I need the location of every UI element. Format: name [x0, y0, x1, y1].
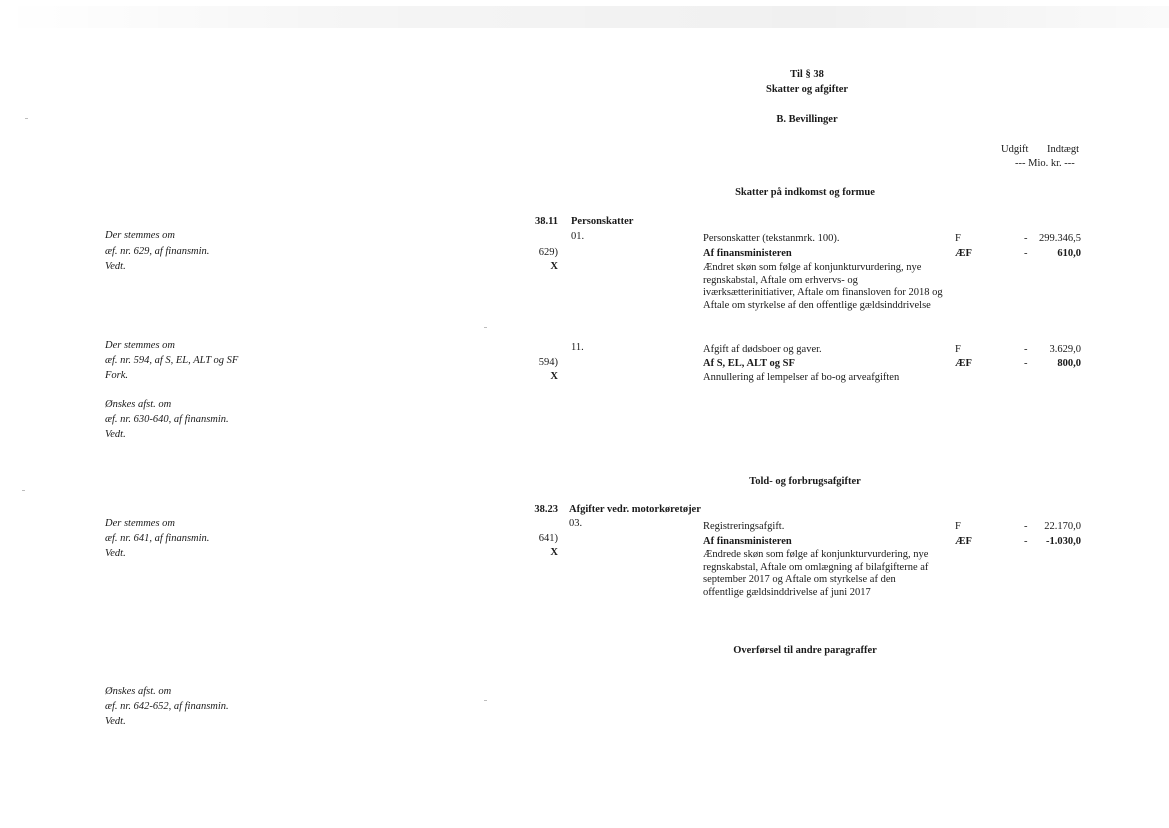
item-amount: 3.629,0 [1049, 344, 1081, 355]
item-dash: - [1024, 521, 1028, 532]
amendment-code: ÆF [955, 248, 972, 259]
section-number: Til § 38 [790, 69, 824, 80]
vote-note-line3: Vedt. [105, 716, 126, 727]
item-code: F [955, 521, 961, 532]
amendment-ref: 629) [538, 247, 558, 258]
vote-note-line2: æf. nr. 642-652, af finansmin. [105, 701, 229, 712]
amendment-proposer: Af finansministeren [703, 248, 792, 259]
heading-transfers: Overførsel til andre paragraffer [733, 645, 877, 656]
subaccount-number: 11. [571, 342, 584, 353]
amendment-description: Ændrede skøn som følge af konjunkturvurdering, nye regnskabstal, Aftale om omlægning af bilafgifterne af september 2017 og Aftale om styrkelse af den offentlige gældsinddrivelse af juni 2017 [703, 549, 929, 598]
amendment-amount: -1.030,0 [1046, 536, 1081, 547]
section-title: Skatter og afgifter [765, 84, 849, 95]
amendment-proposer: Af S, EL, ALT og SF [703, 358, 795, 369]
amendment-code: ÆF [955, 536, 972, 547]
scan-speck [25, 118, 28, 119]
vote-note-line3: Fork. [105, 370, 129, 381]
amendment-amount: 800,0 [1057, 358, 1081, 369]
vote-note-line1: Der stemmes om [105, 518, 175, 529]
item-title: Afgift af dødsboer og gaver. [703, 344, 822, 355]
vote-note-line2: æf. nr. 629, af finansmin. [105, 246, 210, 257]
vote-note-line3: Vedt. [105, 548, 126, 559]
column-header-expense: Udgift [1001, 144, 1029, 155]
item-amount: 22.170,0 [1044, 521, 1081, 532]
vote-note-line2: æf. nr. 641, af finansmin. [105, 533, 210, 544]
account-name: Afgifter vedr. motorkøretøjer [569, 504, 701, 515]
item-dash: - [1024, 233, 1028, 244]
vote-note-line3: Vedt. [105, 429, 126, 440]
amendment-dash: - [1024, 536, 1028, 547]
heading-income-tax: Skatter på indkomst og formue [735, 187, 875, 198]
account-name: Personskatter [571, 216, 634, 227]
item-title: Personskatter (tekstanmrk. 100). [703, 233, 840, 244]
scan-artifact [0, 6, 1169, 28]
vote-note-line1: Der stemmes om [105, 340, 175, 351]
amendment-proposer: Af finansministeren [703, 536, 792, 547]
vote-note-line2: æf. nr. 630-640, af finansmin. [105, 414, 229, 425]
section-subtitle: B. Bevillinger [776, 114, 838, 125]
item-code: F [955, 233, 961, 244]
vote-note-line3: Vedt. [105, 261, 126, 272]
item-dash: - [1024, 344, 1028, 355]
amendment-code: ÆF [955, 358, 972, 369]
scan-speck [484, 327, 487, 328]
amendment-ref: 594) [538, 357, 558, 368]
subaccount-number: 01. [571, 231, 585, 242]
amendment-mark: X [550, 261, 558, 272]
item-title: Registreringsafgift. [703, 521, 785, 532]
column-unit: --- Mio. kr. --- [1015, 158, 1075, 169]
scan-speck [22, 490, 25, 491]
item-amount: 299.346,5 [1039, 233, 1081, 244]
amendment-mark: X [550, 547, 558, 558]
amendment-dash: - [1024, 358, 1028, 369]
column-header-income: Indtægt [1047, 144, 1080, 155]
item-code: F [955, 344, 961, 355]
amendment-description: Annullering af lempelser af bo-og arveafgiften [703, 372, 900, 383]
amendment-description: Ændret skøn som følge af konjunkturvurdering, nye regnskabstal, Aftale om erhvervs- og iværksætterinitiativer, Aftale om finansloven for 2018 og Aftale om styrkelse af den offentlige gældsinddrivelse [703, 262, 943, 311]
amendment-ref: 641) [538, 533, 558, 544]
amendment-mark: X [550, 371, 558, 382]
amendment-dash: - [1024, 248, 1028, 259]
amendment-amount: 610,0 [1057, 248, 1081, 259]
vote-note-line1: Der stemmes om [105, 230, 175, 241]
vote-note-line1: Ønskes afst. om [105, 399, 172, 410]
account-number: 38.11 [534, 216, 558, 227]
vote-note-line2: æf. nr. 594, af S, EL, ALT og SF [105, 355, 239, 366]
account-number: 38.23 [534, 504, 558, 515]
subaccount-number: 03. [569, 518, 583, 529]
vote-note-line1: Ønskes afst. om [105, 686, 172, 697]
heading-customs-duties: Told- og forbrugsafgifter [749, 476, 861, 487]
scan-speck [484, 700, 487, 701]
